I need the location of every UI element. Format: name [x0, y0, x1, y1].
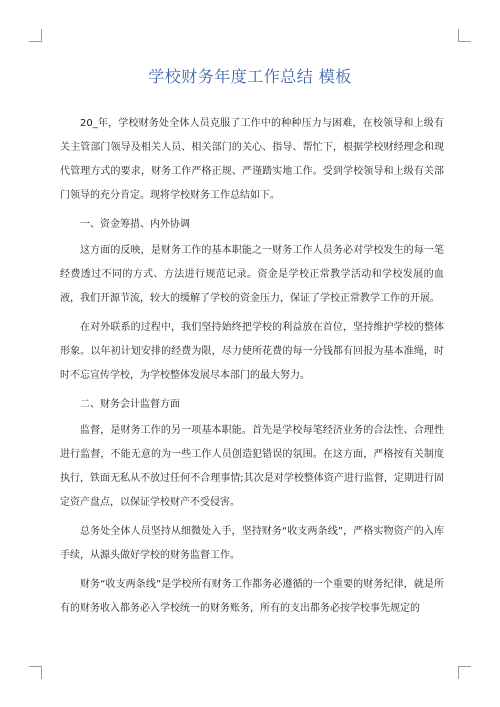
section-heading-2: 二、财务会计监督方面: [80, 399, 180, 410]
section-heading-1: 一、资金筹措、内外协调: [80, 219, 190, 230]
paragraph-staff: 总务处全体人员坚持从细微处入手，坚持财务“收支两条线”，严格实物资产的入库手续，从源头做好学校的财务监督工作。: [60, 526, 444, 561]
paragraph-supervision: 监督，是财务工作的另一项基本职能。首先是学校每笔经济业务的合法性、合理性进行监督，不能无意的为一些工作人员创造犯错误的氛围。在这方面，严格按有关制度执行，铁面无私从不放过任何不合理事情;其次是对学校整体资产进行监督，定期进行固定资产盘点，以保证学校财产不受侵害。: [60, 425, 444, 508]
crop-mark-bottom-right: [458, 666, 471, 679]
paragraph-two-lines: 财务“收支两条线”是学校所有财务工作都务必遵循的一个重要的财务纪律，就是所有的财务收入都务必入学校统一的财务账务，所有的支出都务必按学校事先规定的: [60, 579, 444, 614]
paragraph-funding: 这方面的反映，是财务工作的基本职能之一财务工作人员务必对学校发生的每一笔经费透过不同的方式、方法进行规范记录。资金是学校正常教学活动和学校发展的血液，我们开源节流，较大的缓解了学校的资金压力，保证了学校正常教学工作的开展。: [60, 245, 444, 304]
paragraph-external-relations: 在对外联系的过程中，我们坚持始终把学校的利益放在首位，坚持维护学校的整体形象。以年初计划安排的经费为限，尽力使所花费的每一分钱都有回报为基本准绳，时时不忘宣传学校，为学校整体发展尽本部门的最大努力。: [60, 322, 444, 381]
crop-mark-top-left: [29, 29, 42, 42]
crop-mark-bottom-left: [29, 666, 42, 679]
document-body: [60, 112, 444, 626]
document-title: 学校财务年度工作总结 模板: [148, 67, 352, 86]
paragraph-intro: 20_年，学校财务处全体人员克服了工作中的种种压力与困难，在校领导和上级有关主管部门领导及相关人员、相关部门的关心、指导、帮忙下，根据学校财经理念和现代管理方式的要求，财务工作严格正规、严谨踏实地工作。受到学校领导和上级有关部门领导的充分肯定。现将学校财务工作总结如下。: [60, 118, 444, 201]
crop-mark-top-right: [458, 29, 471, 42]
